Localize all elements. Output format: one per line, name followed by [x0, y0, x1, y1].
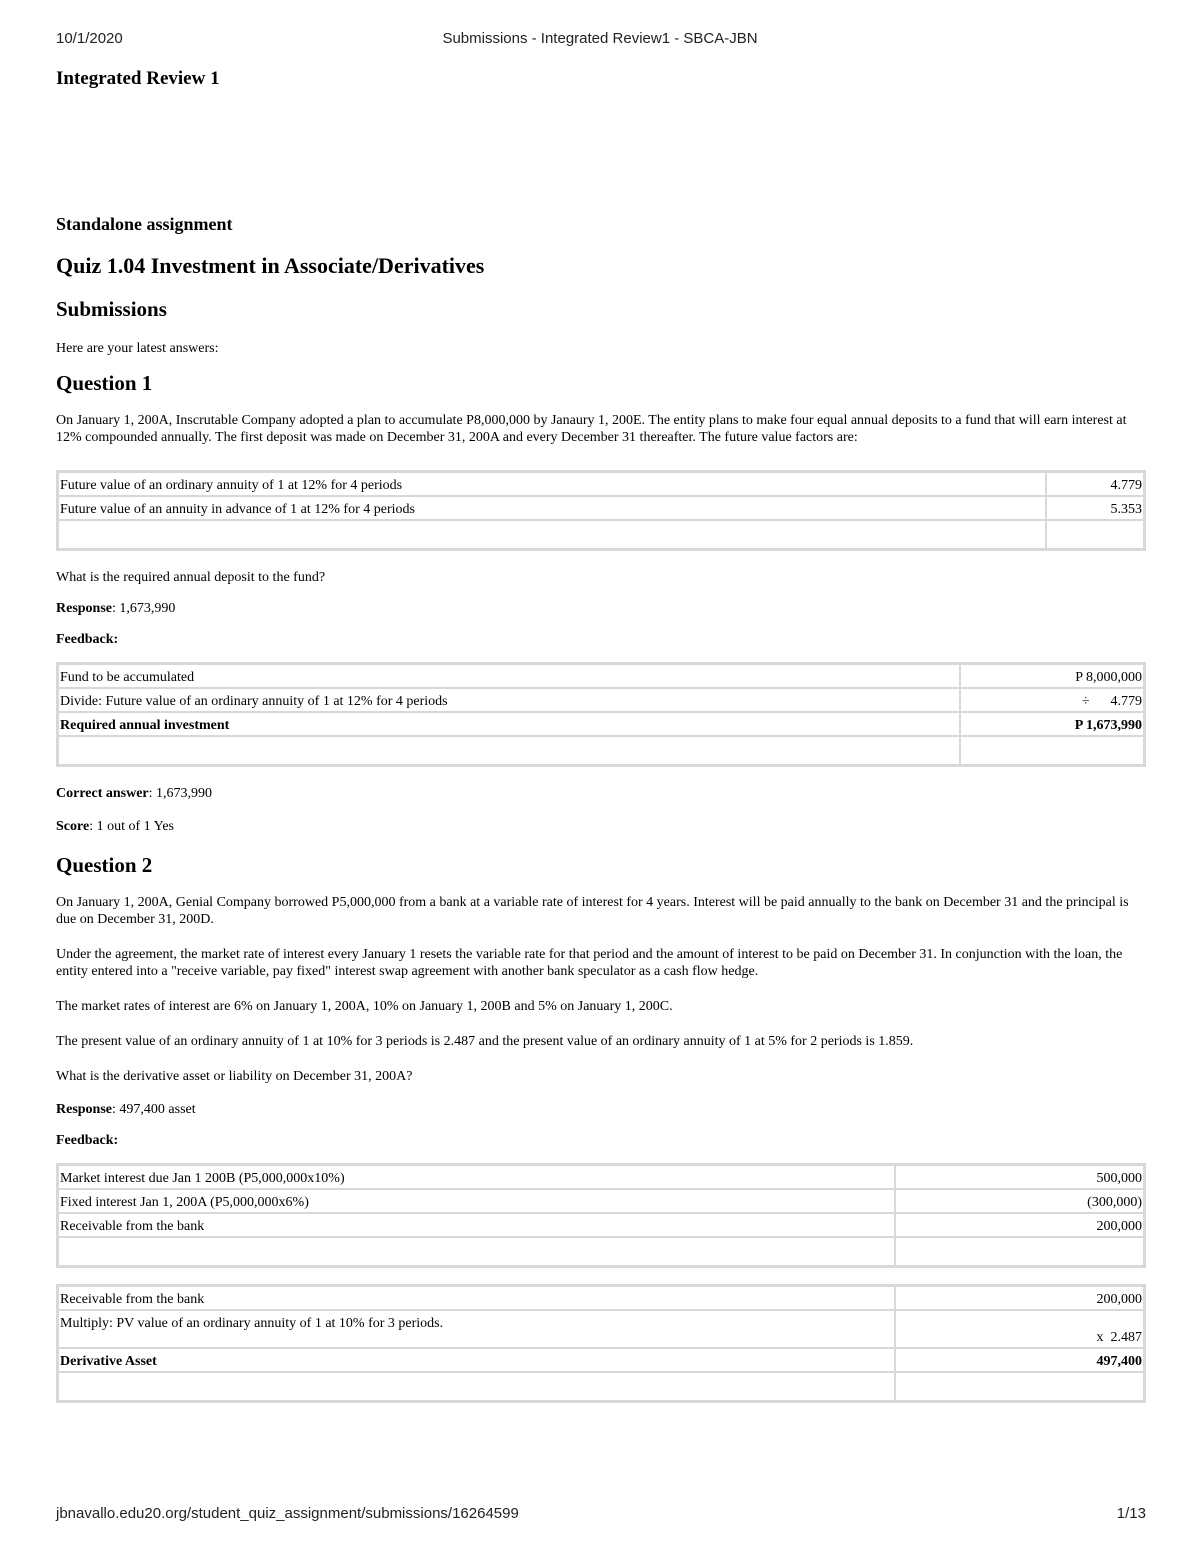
feedback-value: 200,000 [895, 1213, 1144, 1237]
question-1-prompt: What is the required annual deposit to the fund? [56, 570, 326, 585]
feedback-label: Fund to be accumulated [58, 664, 960, 688]
intro-text: Here are your latest answers: [56, 341, 219, 356]
empty-cell [895, 1237, 1144, 1266]
print-date: 10/1/2020 [56, 30, 123, 47]
question-2-title: Question 2 [56, 853, 153, 877]
table-row [58, 688, 1144, 712]
table-row [58, 472, 1144, 496]
score-label: Score [56, 819, 90, 834]
table-row [58, 712, 1144, 736]
question-1-title: Question 1 [56, 371, 153, 395]
feedback-label: Derivative Asset [58, 1348, 895, 1372]
table-row [58, 664, 1144, 688]
question-2-paragraph: The market rates of interest are 6% on January 1, 200A, 10% on January 1, 200B and 5% on January 1, 200C. [56, 999, 673, 1014]
response-label: Response [56, 601, 113, 616]
feedback-label: Divide: Future value of an ordinary annuity of 1 at 12% for 4 periods [58, 688, 960, 712]
feedback-label: Market interest due Jan 1 200B (P5,000,000x10%) [58, 1165, 895, 1189]
empty-cell [895, 1372, 1144, 1401]
q1-response: Response: 1,673,990 [56, 601, 176, 616]
response-value: 497,400 asset [119, 1102, 196, 1117]
table-row [58, 1189, 1144, 1213]
q2-response: Response: 497,400 asset [56, 1102, 196, 1117]
empty-cell [58, 1237, 895, 1266]
print-url: jbnavallo.edu20.org/student_quiz_assignment/submissions/16264599 [56, 1505, 519, 1522]
table-row [58, 496, 1144, 520]
feedback-label: Fixed interest Jan 1, 200A (P5,000,000x6%) [58, 1189, 895, 1213]
q2-feedback-table-2 [56, 1284, 1146, 1403]
feedback-label: Receivable from the bank [58, 1286, 895, 1310]
feedback-value: P 1,673,990 [960, 712, 1144, 736]
empty-cell [58, 736, 960, 765]
feedback-value: (300,000) [895, 1189, 1144, 1213]
quiz-title: Quiz 1.04 Investment in Associate/Derivatives [56, 253, 485, 278]
q2-feedback-label: Feedback: [56, 1133, 119, 1148]
empty-cell [960, 736, 1144, 765]
feedback-label: Receivable from the bank [58, 1213, 895, 1237]
q1-feedback-label: Feedback: [56, 632, 119, 647]
feedback-value: ÷ 4.779 [960, 688, 1144, 712]
question-2-prompt: What is the derivative asset or liability on December 31, 200A? [56, 1069, 413, 1084]
feedback-value: P 8,000,000 [960, 664, 1144, 688]
q1-feedback-table [56, 662, 1146, 767]
q2-feedback-table-1 [56, 1163, 1146, 1268]
factor-value: 4.779 [1046, 472, 1144, 496]
feedback-value: 200,000 [895, 1286, 1144, 1310]
response-value: 1,673,990 [119, 601, 176, 616]
question-1-text: On January 1, 200A, Inscrutable Company adopted a plan to accumulate P8,000,000 by Janaury 1, 200E. The entity plans to make four equal annual deposits to a fund that will earn interest at 12% compounded annually. The first deposit was made on December 31, 200A and every December 31 thereafter. The future value factors are: [56, 413, 1127, 445]
print-page-number: 1/13 [1116, 1505, 1146, 1522]
table-row [58, 1348, 1144, 1372]
feedback-label: Required annual investment [58, 712, 960, 736]
page-content [56, 68, 1146, 1403]
empty-row [58, 1237, 1144, 1266]
q1-factors-table [56, 470, 1146, 551]
q1-score: Score: 1 out of 1 Yes [56, 819, 174, 834]
course-title: Integrated Review 1 [56, 68, 220, 89]
empty-row [58, 1372, 1144, 1401]
empty-cell [58, 1372, 895, 1401]
feedback-label: Multiply: PV value of an ordinary annuity of 1 at 10% for 3 periods. [58, 1310, 895, 1348]
print-page-title: Submissions - Integrated Review1 - SBCA-JBN [442, 30, 758, 47]
factor-label: Future value of an ordinary annuity of 1 at 12% for 4 periods [58, 472, 1046, 496]
assignment-type-heading: Standalone assignment [56, 214, 233, 234]
submissions-heading: Submissions [56, 297, 167, 321]
response-label: Response [56, 1102, 113, 1117]
empty-cell [1046, 520, 1144, 549]
factor-value: 5.353 [1046, 496, 1144, 520]
q1-correct-answer: Correct answer: 1,673,990 [56, 786, 213, 801]
table-row [58, 1286, 1144, 1310]
empty-row [58, 520, 1144, 549]
question-2-paragraph: Under the agreement, the market rate of interest every January 1 resets the variable rate for that period and the amount of interest to be paid on December 31. In conjunction with the loan, the entity entered into a "receive variable, pay fixed" interest swap agreement with another bank speculator as a cash flow hedge. [56, 947, 1123, 979]
factor-label: Future value of an annuity in advance of 1 at 12% for 4 periods [58, 496, 1046, 520]
question-2-paragraph: The present value of an ordinary annuity of 1 at 10% for 3 periods is 2.487 and the present value of an ordinary annuity of 1 at 5% for 2 periods is 1.859. [56, 1034, 914, 1049]
table-row [58, 1310, 1144, 1348]
table-row [58, 1213, 1144, 1237]
correct-answer-value: 1,673,990 [156, 786, 213, 801]
feedback-value: x 2.487 [895, 1310, 1144, 1348]
table-row [58, 1165, 1144, 1189]
score-value: 1 out of 1 Yes [96, 819, 174, 834]
empty-row [58, 736, 1144, 765]
feedback-value: 497,400 [895, 1348, 1144, 1372]
empty-cell [58, 520, 1046, 549]
question-2-paragraph: On January 1, 200A, Genial Company borrowed P5,000,000 from a bank at a variable rate of interest for 4 years. Interest will be paid annually to the bank on December 31 and the principal is due on December 31, 200D. [56, 895, 1129, 927]
feedback-value: 500,000 [895, 1165, 1144, 1189]
correct-answer-label: Correct answer [56, 786, 149, 801]
